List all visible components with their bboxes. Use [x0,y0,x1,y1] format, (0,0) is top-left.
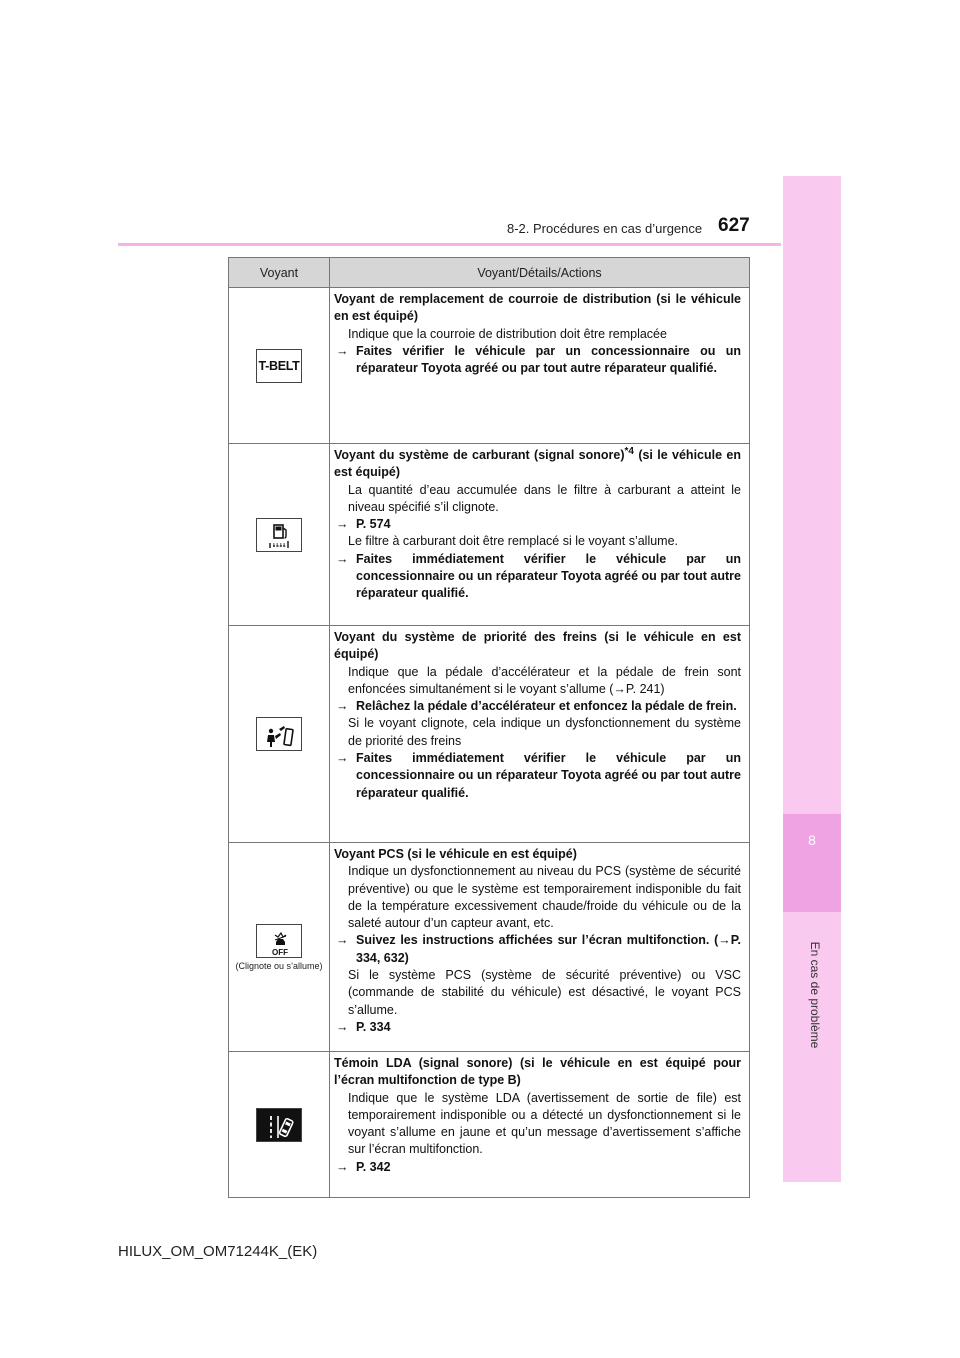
arrow-icon: → [336,343,349,358]
lane-departure-icon [256,1108,302,1142]
pcs-off-label: OFF [272,947,288,957]
row-reference: → P. 342 [334,1159,741,1176]
icon-caption: (Clignote ou s’allume) [235,960,323,971]
row-title: Voyant du système de carburant (signal sonore)$^{*4}$ (si le véhicule en est équipé) [334,445,741,480]
section-title: 8-2. Procédures en cas d’urgence [507,221,703,236]
table-row [229,626,750,843]
pcs-off-icon [256,924,302,958]
row-description: Indique que la pédale d’accélérateur et la pédale de frein sont enfoncées simultanément si le voyant s’allume (→P. 241) [348,664,741,696]
table-row [229,288,750,444]
row-description: Indique un dysfonctionnement au niveau du PCS (système de sécurité préventive) ou que le système est temporairement indisponible du fait de la température excessivement chaude/froide du véhicule ou de la saleté autour d’un capteur avant, etc. [348,864,741,931]
page-number: 627 [718,215,750,236]
icon-cell [229,288,330,444]
row-action: → Relâchez la pédale d’accélérateur et enfoncez la pédale de frein. [334,698,741,715]
table-row [229,843,750,1052]
row-title: Témoin LDA (signal sonore) (si le véhicule en est équipé pour l’écran multifonction de type B) [334,1056,741,1088]
chapter-number-block [783,814,841,912]
icon-cell [229,626,330,843]
chapter-side-tab [783,176,841,1182]
row-description: La quantité d’eau accumulée dans le filtre à carburant a atteint le niveau spécifié s’il clignote. [348,482,741,514]
row-description: Si le système PCS (système de sécurité préventive) ou VSC (commande de stabilité du véhicule) est désactivé, le voyant PCS s’allume. [348,968,741,1017]
arrow-icon: → [336,551,349,566]
chapter-title: En cas de problème [808,941,822,1049]
table-row [229,444,750,626]
arrow-icon: → [336,933,349,948]
header-divider [118,243,781,246]
details-cell [330,626,750,843]
column-header-details: Voyant/Détails/Actions [330,258,750,288]
arrow-icon: → [336,751,349,766]
arrow-icon: → [336,517,349,532]
row-description: Si le voyant clignote, cela indique un dysfonctionnement du système de priorité des freins [348,716,741,748]
details-cell [330,1052,750,1198]
row-action: → Faites immédiatement vérifier le véhicule par un concessionnaire ou un réparateur Toyota agréé ou par tout autre réparateur qualifié. [336,551,741,601]
details-cell [330,288,750,444]
chapter-number: 8 [808,832,816,848]
fuel-filter-icon [256,518,302,552]
row-title: Voyant PCS (si le véhicule en est équipé) [334,847,577,861]
table-header-row [229,258,750,288]
row-description: Le filtre à carburant doit être remplacé si le voyant s’allume. [348,534,679,549]
warning-light-table [228,257,750,1198]
brake-override-icon [256,717,302,751]
arrow-icon: → [336,1159,349,1174]
arrow-icon: → [336,1019,349,1034]
details-cell [330,444,750,626]
details-cell [330,843,750,1052]
row-action: → Faites vérifier le véhicule par un concessionnaire ou un réparateur Toyota agréé ou par tout autre réparateur qualifié. [336,343,741,376]
icon-cell [229,444,330,626]
row-reference: → P. 334 [334,1019,741,1036]
timing-belt-icon: T-BELT [256,349,302,383]
table-row [229,1052,750,1198]
arrow-icon: → [336,699,349,714]
icon-cell [229,843,330,1052]
row-reference: → P. 574 [334,516,741,533]
row-action: → Faites immédiatement vérifier le véhicule par un concessionnaire ou un réparateur Toyota agréé ou par tout autre réparateur qualifié. [336,751,741,800]
column-header-voyant: Voyant [229,258,330,288]
document-code: HILUX_OM_OM71244K_(EK) [118,1243,318,1260]
icon-cell [229,1052,330,1198]
row-action: → Suivez les instructions affichées sur l’écran multifonction. (→P. 334, 632) [336,933,741,965]
row-description: Indique que la courroie de distribution doit être remplacée [348,326,667,341]
row-title: Voyant du système de priorité des freins (si le véhicule en est équipé) [334,630,741,662]
row-description: Indique que le système LDA (avertissement de sortie de file) est temporairement indisponible ou a détecté un dysfonctionnement si le voyant s’allume en jaune et qu’un message d’avertissement s’affiche sur l’écran multifonction. [348,1090,741,1157]
row-title: Voyant de remplacement de courroie de distribution (si le véhicule en est équipé) [334,292,741,324]
